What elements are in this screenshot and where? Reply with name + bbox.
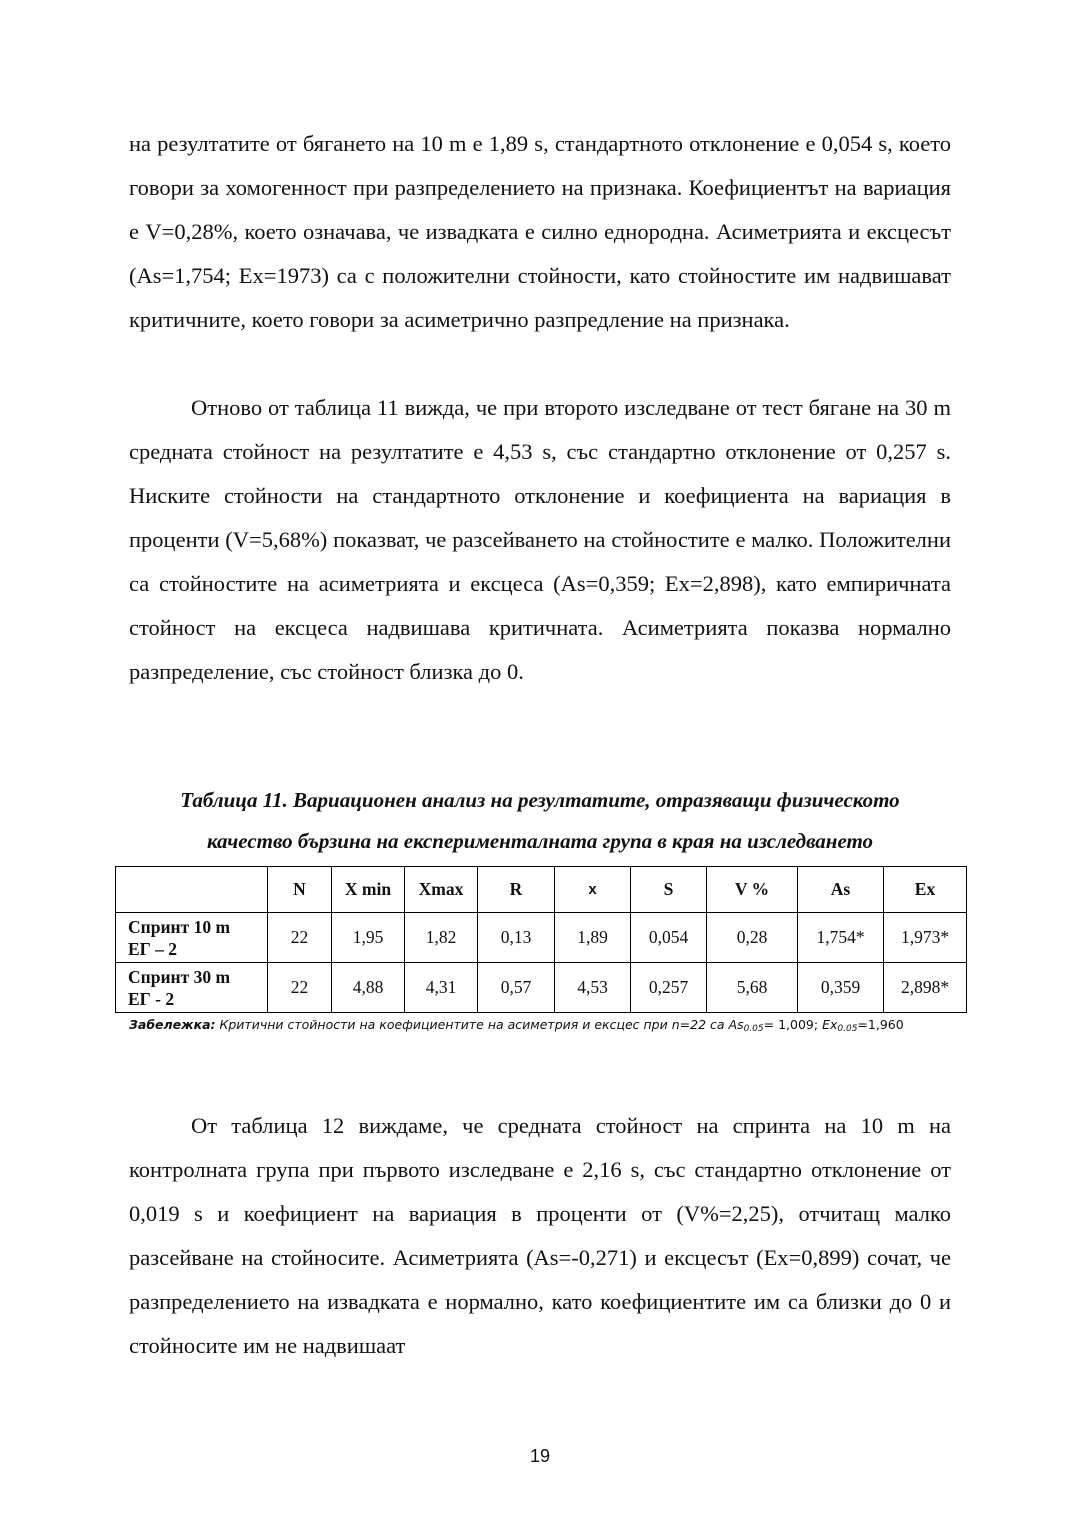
row-label-line-2: ЕГ - 2	[128, 988, 175, 1009]
row-label-line-1: Спринт 30 m	[128, 966, 231, 987]
paragraph-2: Отново от таблица 11 вижда, че при второто изследване от тест бягане на 30 m средната стойност на резултатите е 4,53 s, със стандартно отклонение от 0,257 s. Ниските стойности на стандартното отклонение и коефициента на вариация в проценти (V=5,68%) показват, че разсейването на стойностите е малко. Положителни са стойностите на асиметрията и ексцеса (As=0,359; Ex=2,898), като емпиричната стойност на ексцеса надвишава критичната. Асиметрията показва нормално разпределение, със стойност близка до 0.	[129, 395, 951, 684]
header-xmax: Xmax	[405, 867, 478, 913]
table-note	[129, 1014, 951, 1040]
note-as-symbol: As	[728, 1017, 744, 1032]
table-header-row	[116, 867, 967, 913]
row-label	[116, 963, 268, 1013]
cell-xmin: 4,88	[332, 963, 405, 1013]
cell-xmin: 1,95	[332, 913, 405, 963]
paragraph-1: на резултатите от бягането на 10 m е 1,89 s, стандартното отклонение е 0,054 s, което говори за хомогенност при разпределението на признака. Коефициентът на вариация е V=0,28%, което означава, че извадката е силно еднородна. Асиметрията и ексцесът (As=1,754; Ex=1973) са с положителни стойности, като стойностите им надвишават критичните, което говори за асиметрично разпредление на признака.	[129, 131, 951, 332]
variation-analysis-table	[115, 866, 967, 1013]
cell-s: 0,257	[631, 963, 707, 1013]
header-r: R	[478, 867, 555, 913]
header-as: As	[798, 867, 884, 913]
header-s: S	[631, 867, 707, 913]
cell-n: 22	[268, 913, 332, 963]
header-v-percent: V %	[707, 867, 798, 913]
note-ex-symbol: Ex	[822, 1017, 838, 1032]
cell-as: 0,359	[798, 963, 884, 1013]
cell-v-percent: 5,68	[707, 963, 798, 1013]
cell-n: 22	[268, 963, 332, 1013]
cell-xmax: 1,82	[405, 913, 478, 963]
cell-as: 1,754*	[798, 913, 884, 963]
note-as-value: = 1,009;	[763, 1017, 819, 1032]
note-label: Забележка:	[129, 1017, 216, 1032]
cell-v-percent: 0,28	[707, 913, 798, 963]
note-text: Критични стойности на коефициентите на асиметрия и ексцес при n=22 са	[219, 1017, 725, 1032]
row-label-line-2: ЕГ – 2	[128, 938, 178, 959]
paragraph-3: От таблица 12 виждаме, че средната стойност на спринта на 10 m на контролната група при първото изследване е 2,16 s, със стандартно отклонение от 0,019 s и коефициент на вариация в проценти от (V%=2,25), отчитащ малко разсейване на стойносите. Асиметрията (As=-0,271) и ексцесът (Ex=0,899) сочат, че разпределението на извадката е нормално, като коефициентите им са близки до 0 и стойносите им не надвишаат	[129, 1113, 951, 1358]
cell-s: 0,054	[631, 913, 707, 963]
cell-mean: 1,89	[555, 913, 631, 963]
row-label	[116, 913, 268, 963]
note-as-subscript: 0.05	[743, 1024, 764, 1034]
table-caption-line-2: качество бързина на експерименталната група в края на изследването	[206, 829, 874, 853]
cell-r: 0,13	[478, 913, 555, 963]
header-mean: x	[555, 867, 631, 913]
note-ex-value: =1,960	[857, 1017, 904, 1032]
row-label-line-1: Спринт 10 m	[128, 916, 231, 937]
header-empty	[116, 867, 268, 913]
cell-xmax: 4,31	[405, 963, 478, 1013]
header-ex: Ex	[884, 867, 967, 913]
cell-r: 0,57	[478, 963, 555, 1013]
note-ex-subscript: 0.05	[837, 1024, 858, 1034]
cell-ex: 2,898*	[884, 963, 967, 1013]
table-row	[116, 963, 967, 1013]
header-n: N	[268, 867, 332, 913]
page-number: 19	[529, 1446, 551, 1466]
table-row	[116, 913, 967, 963]
table-caption-line-1: Таблица 11. Вариационен анализ на резултатите, отразяващи физическото	[180, 788, 900, 812]
cell-ex: 1,973*	[884, 913, 967, 963]
header-xmin: X min	[332, 867, 405, 913]
cell-mean: 4,53	[555, 963, 631, 1013]
